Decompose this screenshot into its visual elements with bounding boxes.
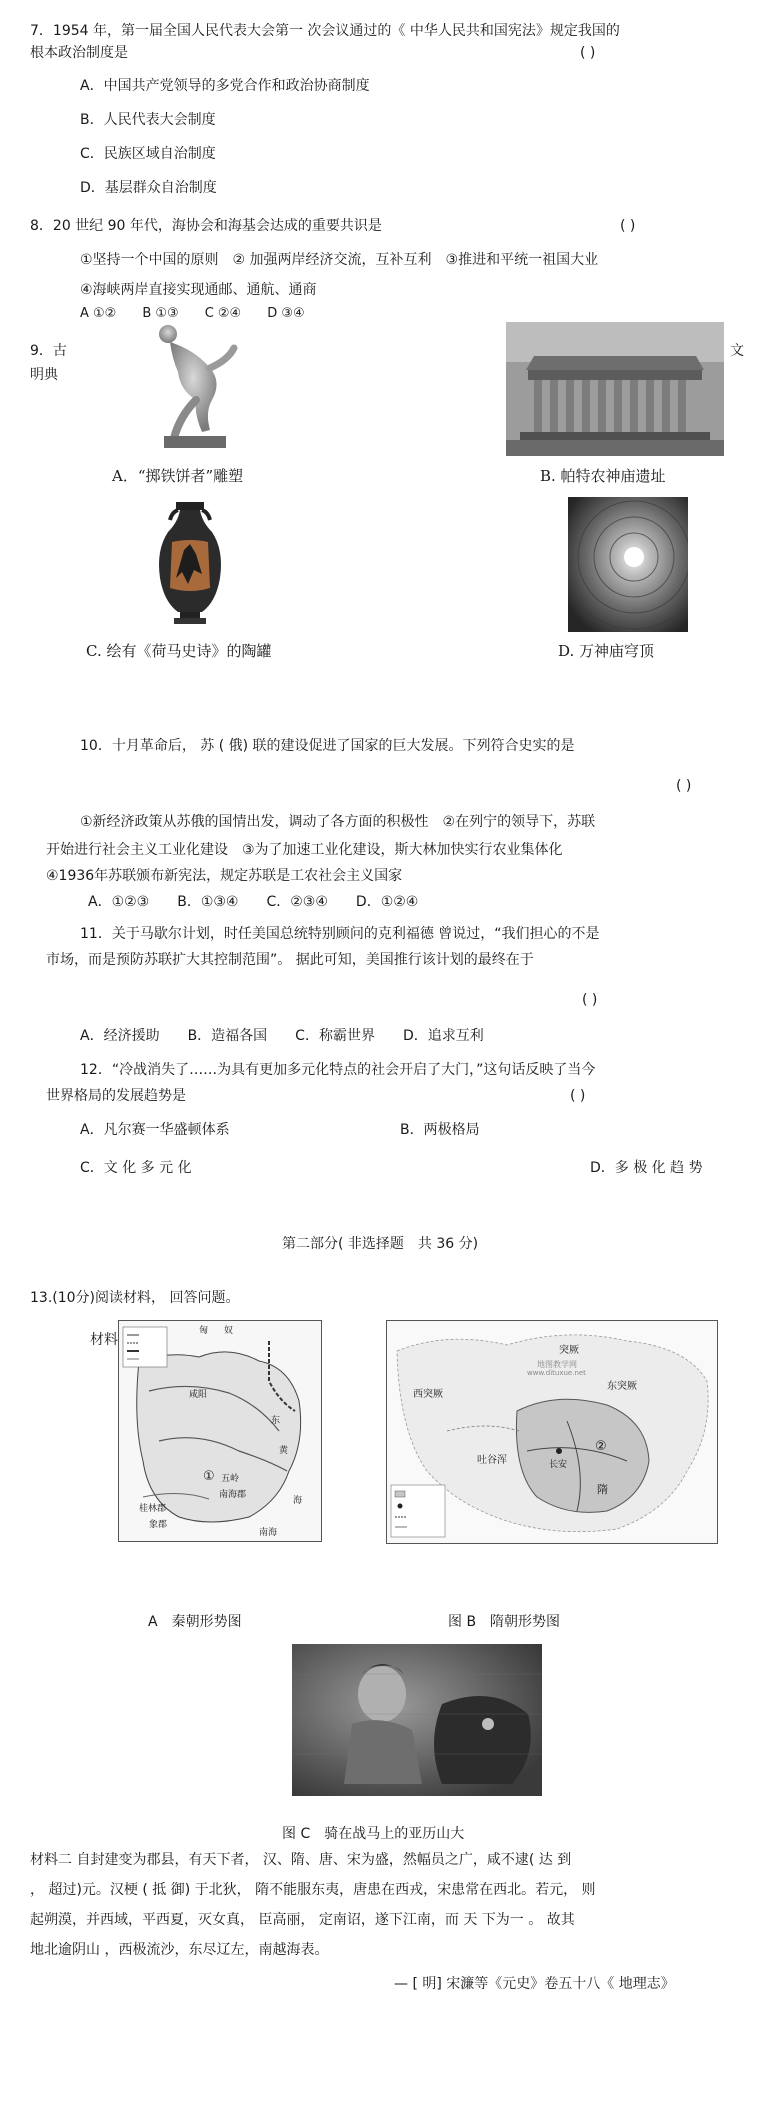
q8-stem: 8．20 世纪 90 年代，海协会和海基会达成的重要共识是 [30,218,382,234]
q9-caption-b: B. 帕特农神庙遗址 [540,467,666,485]
pantheon-dome-image [568,497,688,632]
map-b-label-changan: 长安 [549,1460,568,1470]
q11-line2: 市场，而是预防苏联扩大其控制范围”。 据此可知，美国推行该计划的最终在于 [46,952,534,968]
q8-items-line1: ①坚持一个中国的原则 ② 加强两岸经济交流，互补互利 ③推进和平统一祖国大业 [80,252,599,268]
parthenon-image [506,322,724,456]
map-b-watermark-url: www.dituxue.net [527,1369,586,1377]
q8-choices: A ①② B ①③ C ②④ D ③④ [80,306,305,321]
q11-choices: A．经济援助 B．造福各国 C．称霸世界 D．追求互利 [80,1028,484,1044]
q9-stem-line2: 明典 [30,367,58,383]
map-a-label-guilin-jun: 桂林郡 [139,1504,167,1514]
q13-material2-line3: 起朔漠，并西域，平西夏，灭女真， 臣高丽， 定南诏，遂下江南，而 天 下为一 。 故其 [30,1912,575,1928]
map-a-label-wuling: 五岭 [221,1474,240,1484]
q9-stem-line1-tail: 文 [730,343,744,359]
map-a-label-nanhai-jun: 南海郡 [219,1490,247,1500]
map-a-label-hai: 海 [293,1496,303,1506]
q11-line1: 11．关于马歇尔计划，时任美国总统特别顾问的克利福德 曾说过，“我们担心的不是 [80,926,600,942]
q10-line3: ④1936年苏联颁布新宪法，规定苏联是工农社会主义国家 [46,868,403,884]
q13-material2-line4: 地北逾阴山 ，西极流沙，东尽辽左，南越海表。 [30,1942,329,1958]
q10-answer-paren: ( ) [676,778,692,794]
q13-material-label: 材料 [90,1332,118,1348]
q8-answer-paren: ( ) [620,218,636,234]
map-a-label-xiang-jun: 象郡 [149,1520,168,1530]
map-b-label-dong-tujue: 东突厥 [607,1381,637,1392]
q9-stem-line1: 9．古 [30,343,67,359]
q10-line1: ①新经济政策从苏俄的国情出发，调动了各方面的积极性 ②在列宁的领导下，苏联 [80,814,596,830]
q13-material2-line2: ， 超过)元。汉梗 ( 抵 御) 于北狄， 隋不能服东夷，唐患在西戎，宋患常在西北。若元， 则 [30,1882,596,1898]
q7-answer-paren: ( ) [580,45,596,61]
map-b-label-sui: 隋 [597,1483,608,1496]
map-a-label-nanhai: 南海 [259,1528,278,1538]
q7-option-c: C．民族区域自治制度 [80,146,216,162]
map-a-label-nu: 奴 [224,1326,234,1336]
qin-dynasty-map [118,1320,322,1542]
q10-choices: A．①②③ B．①③④ C．②③④ D．①②④ [88,894,419,910]
part2-title: 第二部分( 非选择题 共 36 分) [282,1236,479,1252]
q7-option-b: B．人民代表大会制度 [80,112,216,128]
q7-stem-line2: 根本政治制度是 [30,45,128,61]
q12-option-b: B．两极格局 [400,1122,480,1138]
q13-material2-line1: 材料二 自封建变为郡县，有天下者， 汉、隋、唐、宋为盛，然幅员之广，咸不逮( 达 到 [30,1852,572,1868]
discobolus-statue-image [150,320,240,450]
q7-option-a: A．中国共产党领导的多党合作和政治协商制度 [80,78,370,94]
q11-answer-paren: ( ) [582,992,598,1008]
q12-answer-paren: ( ) [570,1088,586,1104]
q12-option-d: D．多 极 化 趋 势 [590,1160,703,1176]
q9-caption-a: A．“掷铁饼者”雕塑 [112,467,244,485]
q8-items-line2: ④海峡两岸直接实现通邮、通航、通商 [80,282,317,298]
map-b-watermark: 地图教学网 [537,1360,577,1369]
q13-caption-c: 图 C 骑在战马上的亚历山大 [282,1826,465,1842]
map-a-label-xianyang: 咸阳 [189,1390,208,1400]
map-b-marker-2: ② [595,1439,607,1454]
q10-line2: 开始进行社会主义工业化建设 ③为了加速工业化建设，斯大林加快实行农业集体化 [46,842,563,858]
map-a-label-xiongnu: 匈 [199,1326,209,1336]
map-a-label-dong: 东 [271,1416,281,1426]
q12-option-a: A．凡尔赛一华盛顿体系 [80,1122,230,1138]
q13-caption-a: A 秦朝形势图 [148,1614,242,1630]
map-a-label-huang: 黄 [279,1446,289,1456]
map-b-label-tujue: 突厥 [559,1345,579,1356]
q12-line2: 世界格局的发展趋势是 [46,1088,186,1104]
q10-stem: 10．十月革命后， 苏 ( 俄) 联的建设促进了国家的巨大发展。下列符合史实的是 [80,738,575,754]
q12-line1: 12．“冷战消失了……为具有更加多元化特点的社会开启了大门，”这句话反映了当今 [80,1062,596,1078]
amphora-image [150,498,230,628]
q13-caption-b: 图 B 隋朝形势图 [448,1614,561,1630]
q9-caption-c: C. 绘有《荷马史诗》的陶罐 [86,642,272,660]
map-b-label-xi-tujue: 西突厥 [413,1389,443,1400]
q7-stem-line1: 7．1954 年，第一届全国人民代表大会第一 次会议通过的《 中华人民共和国宪法》规定我国的 [30,23,620,39]
q13-stem: 13.(10分)阅读材料， 回答问题。 [30,1290,240,1306]
sui-dynasty-map [386,1320,718,1544]
alexander-mosaic-image [292,1644,542,1796]
q9-caption-d: D. 万神庙穹顶 [558,642,655,660]
map-b-label-tuyuhun: 吐谷浑 [477,1455,507,1466]
q12-option-c: C．文 化 多 元 化 [80,1160,192,1176]
map-a-marker-1: ① [203,1469,215,1484]
q13-source: — [ 明] 宋濂等《元史》卷五十八《 地理志》 [394,1976,675,1992]
q7-option-d: D．基层群众自治制度 [80,180,217,196]
